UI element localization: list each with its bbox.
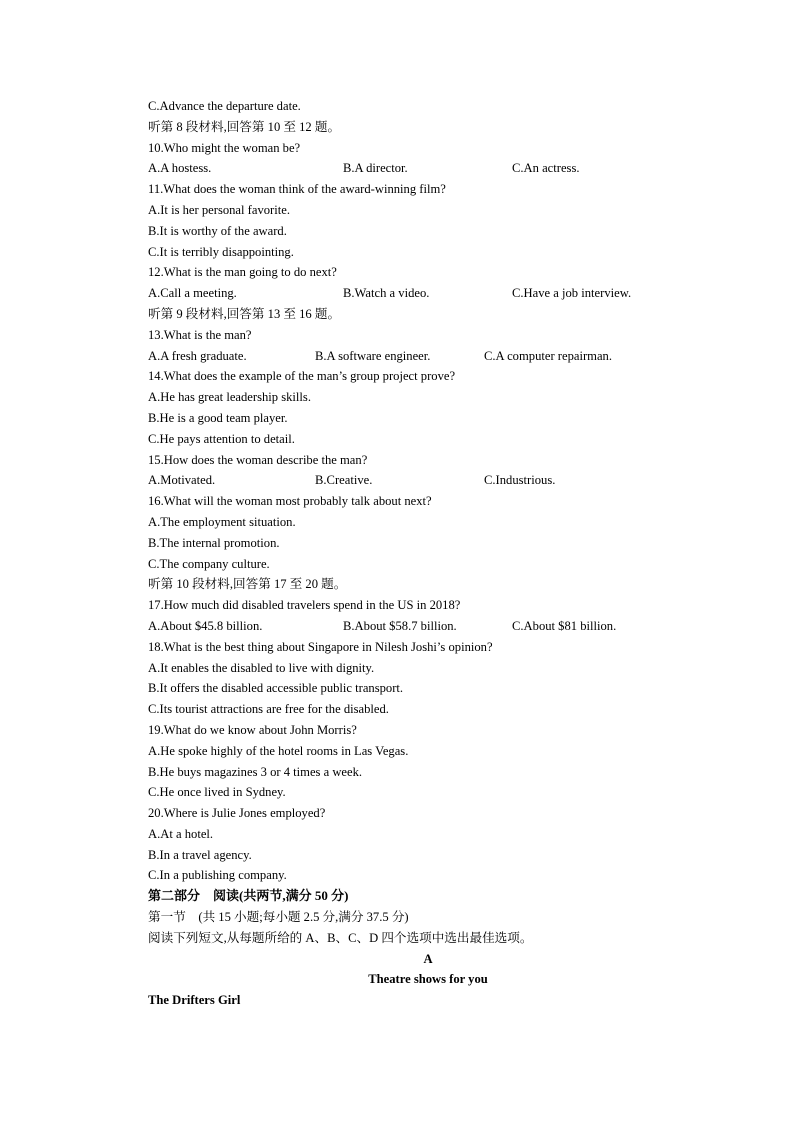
option-c: C.About $81 billion. xyxy=(512,618,617,633)
options-row-13 xyxy=(148,346,708,367)
question-12: 12.What is the man going to do next? xyxy=(148,265,337,280)
option-b: B.He buys magazines 3 or 4 times a week. xyxy=(148,764,363,779)
option-b: B.About $58.7 billion. xyxy=(343,618,457,633)
option-b: B.A director. xyxy=(343,161,408,176)
section-heading: 第一节 (共 15 小题;每小题 2.5 分,满分 37.5 分) xyxy=(148,910,409,925)
option-a: A.He has great leadership skills. xyxy=(148,390,311,405)
section-instruction: 听第 8 段材料,回答第 10 至 12 题。 xyxy=(148,119,341,134)
option-b: B.Creative. xyxy=(315,473,373,488)
option-c: C.Industrious. xyxy=(484,473,556,488)
option-b: B.In a travel agency. xyxy=(148,847,252,862)
question-18: 18.What is the best thing about Singapore in Nilesh Joshi’s opinion? xyxy=(148,639,493,654)
option-c: C.He once lived in Sydney. xyxy=(148,785,286,800)
option-a: A.Call a meeting. xyxy=(148,286,237,301)
part-heading: 第二部分 阅读(共两节,满分 50 分) xyxy=(148,888,349,904)
passage-letter: A xyxy=(423,951,433,966)
options-row-10 xyxy=(148,158,708,179)
option-a: A.He spoke highly of the hotel rooms in Las Vegas. xyxy=(148,743,409,758)
question-17: 17.How much did disabled travelers spend in the US in 2018? xyxy=(148,598,461,613)
section-instruction: 听第 9 段材料,回答第 13 至 16 题。 xyxy=(148,306,341,321)
option-a: A.At a hotel. xyxy=(148,826,214,841)
option-c: C.He pays attention to detail. xyxy=(148,431,295,446)
option-a: A.It enables the disabled to live with dignity. xyxy=(148,660,375,675)
option-b: B.He is a good team player. xyxy=(148,410,288,425)
option-c: C.A computer repairman. xyxy=(484,348,612,363)
reading-instruction: 阅读下列短文,从每题所给的 A、B、C、D 四个选项中选出最佳选项。 xyxy=(148,930,533,945)
option-a: A.About $45.8 billion. xyxy=(148,618,263,633)
option-c: C.The company culture. xyxy=(148,556,270,571)
option-b: B.It offers the disabled accessible public transport. xyxy=(148,681,404,696)
passage-title: Theatre shows for you xyxy=(368,972,488,987)
option-c: C.In a publishing company. xyxy=(148,868,287,883)
option-line: C.Advance the departure date. xyxy=(148,99,301,113)
options-row-17 xyxy=(148,616,708,637)
question-19: 19.What do we know about John Morris? xyxy=(148,722,357,737)
option-a: A.A hostess. xyxy=(148,161,212,176)
question-11: 11.What does the woman think of the award-winning film? xyxy=(148,182,446,197)
option-a: A.A fresh graduate. xyxy=(148,348,247,363)
exam-page xyxy=(148,96,708,1011)
option-a: A.Motivated. xyxy=(148,473,216,488)
options-row-12 xyxy=(148,283,708,304)
question-10: 10.Who might the woman be? xyxy=(148,140,301,155)
option-b: B.It is worthy of the award. xyxy=(148,223,287,238)
option-a: A.The employment situation. xyxy=(148,514,296,529)
question-16: 16.What will the woman most probably talk about next? xyxy=(148,494,432,509)
option-c: C.It is terribly disappointing. xyxy=(148,244,294,259)
show-title: The Drifters Girl xyxy=(148,993,241,1008)
option-c: C.Have a job interview. xyxy=(512,286,632,301)
question-20: 20.Where is Julie Jones employed? xyxy=(148,806,326,821)
option-b: B.A software engineer. xyxy=(315,348,431,363)
option-c: C.Its tourist attractions are free for the disabled. xyxy=(148,702,389,717)
section-instruction: 听第 10 段材料,回答第 17 至 20 题。 xyxy=(148,577,347,592)
option-b: B.The internal promotion. xyxy=(148,535,280,550)
question-14: 14.What does the example of the man’s group project prove? xyxy=(148,369,456,384)
option-b: B.Watch a video. xyxy=(343,286,430,301)
option-a: A.It is her personal favorite. xyxy=(148,202,290,217)
question-13: 13.What is the man? xyxy=(148,327,252,342)
question-15: 15.How does the woman describe the man? xyxy=(148,452,368,467)
options-row-15 xyxy=(148,470,708,491)
option-c: C.An actress. xyxy=(512,161,580,176)
